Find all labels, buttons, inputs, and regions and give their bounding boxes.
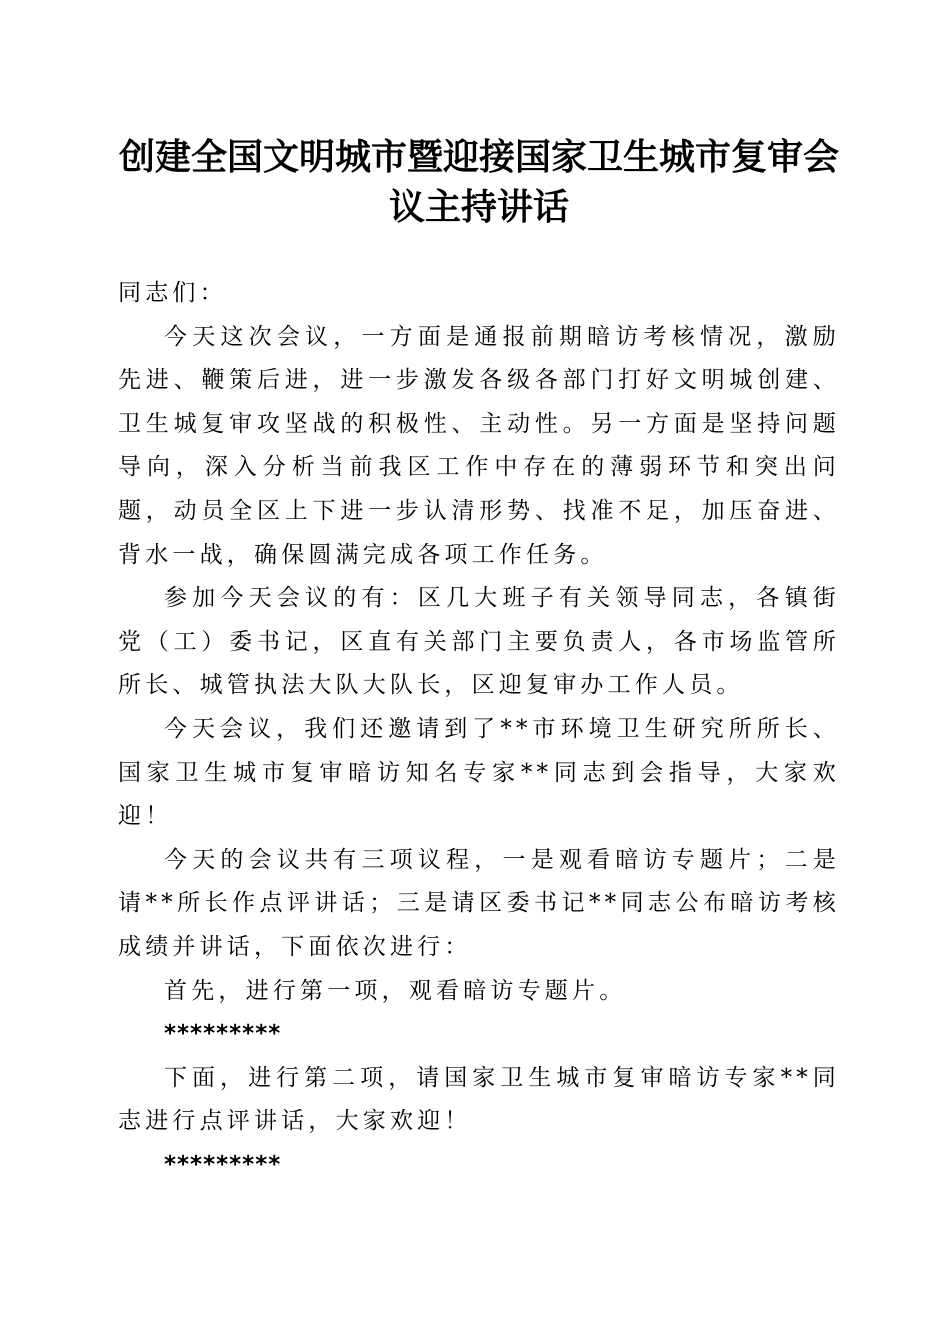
title-line-1: 创建全国文明城市暨迎接国家卫生城市复审会 xyxy=(118,136,839,178)
paragraph-attendees: 参加今天会议的有：区几大班子有关领导同志，各镇街党（工）委书记，区直有关部门主要负责人，各市场监管所所长、城管执法大队大队长，区迎复审办工作人员。 xyxy=(118,585,840,699)
paragraph-intro: 今天这次会议，一方面是通报前期暗访考核情况，激励先进、鞭策后进，进一步激发各级各部门打好文明城创建、卫生城复审攻坚战的积极性、主动性。另一方面是坚持问题导向，深入分析当前我区工作中存在的薄弱环节和突出问题，动员全区上下进一步认清形势、找准不足，加压奋进、背水一战，确保圆满完成各项工作任务。 xyxy=(118,323,840,568)
paragraph-guest: 今天会议，我们还邀请到了**市环境卫生研究所所长、国家卫生城市复审暗访知名专家**同志到会指导，大家欢迎！ xyxy=(118,715,840,830)
document-title xyxy=(118,132,840,232)
document-body xyxy=(118,272,840,1187)
salutation: 同志们： xyxy=(118,280,227,306)
placeholder-stars-2: ********* xyxy=(164,1151,282,1178)
title-line-2: 议主持讲话 xyxy=(388,186,569,228)
paragraph-agenda: 今天的会议共有三项议程，一是观看暗访专题片；二是请**所长作点评讲话；三是请区委书记**同志公布暗访考核成绩并讲话，下面依次进行： xyxy=(118,846,840,960)
placeholder-stars-1: ********* xyxy=(164,1021,282,1048)
paragraph-item-one: 首先，进行第一项，观看暗访专题片。 xyxy=(164,977,627,1004)
paragraph-item-two: 下面，进行第二项，请国家卫生城市复审暗访专家**同志进行点评讲话，大家欢迎！ xyxy=(118,1064,840,1135)
